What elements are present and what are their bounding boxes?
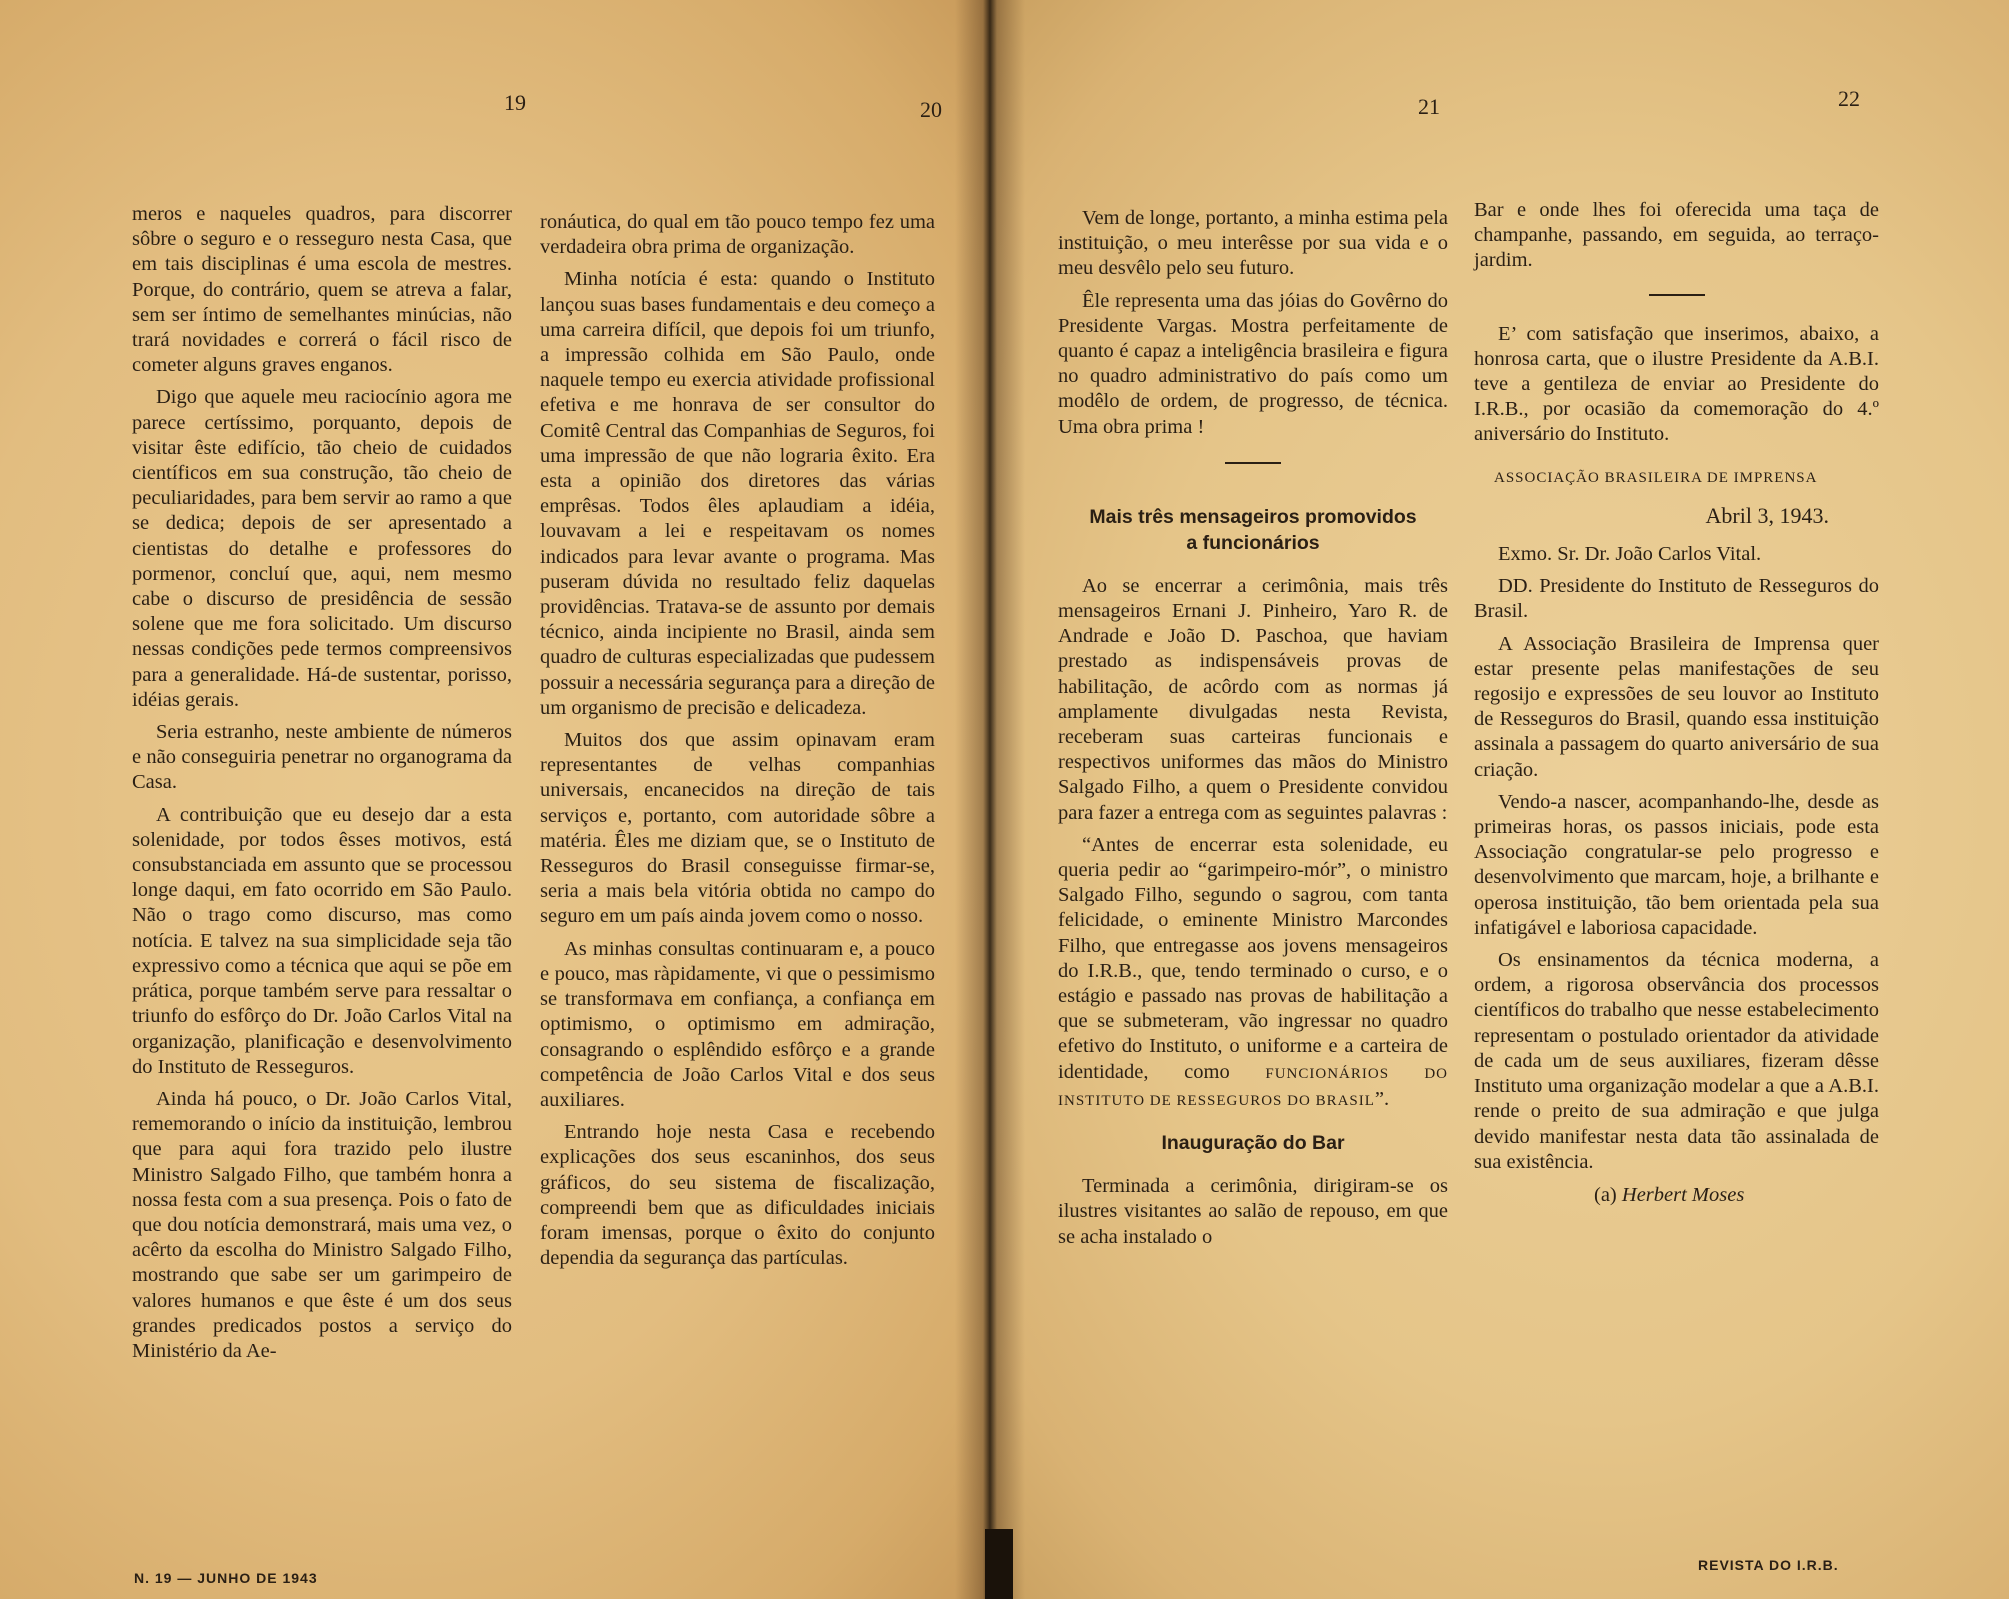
page-22-column bbox=[1474, 198, 1879, 1208]
paragraph: Muitos dos que assim opinavam eram representantes de velhas companhias universais, encanecidos na direção de tais serviços e, portanto, com autoridade sôbre a matéria. Êles me diziam que, se o Instituto de Resseguros do Brasil conseguisse firmar-se, seria a mais bela vitória obtida no campo do seguro em um país ainda jovem como o nosso. bbox=[540, 729, 935, 928]
paragraph: As minhas consultas continuaram e, a pouco e pouco, mas ràpidamente, vi que o pessimismo se transformava em confiança, a confiança em optimismo, o optimismo em admiração, consagrando o esplêndido esfôrço e a grande competência de João Carlos Vital e dos seus auxiliares. bbox=[540, 937, 935, 1111]
page-number-19: 19 bbox=[504, 90, 526, 115]
letter-paragraph: Vendo-a nascer, acompanhando-lhe, desde as primeiras horas, os passos iniciais, pode esta Associação congratular-se pelo progresso e desenvolvimento que marcam, hoje, a brilhante e operosa instituição, tão bem orientada pela sua infatigável e laboriosa capacidade. bbox=[1474, 790, 1879, 939]
book-gutter bbox=[955, 0, 1025, 1599]
addressee: DD. Presidente do Instituto de Resseguros do Brasil. bbox=[1474, 575, 1879, 623]
quote-paragraph bbox=[1058, 833, 1448, 1114]
page-19-column bbox=[132, 202, 512, 1371]
letterhead: ASSOCIAÇÃO BRASILEIRA DE IMPRENSA bbox=[1494, 469, 1818, 486]
section-heading-mensageiros bbox=[1058, 504, 1448, 556]
paragraph: Bar e onde lhes foi oferecida uma taça de champanhe, passando, em seguida, ao terraço-jardim. bbox=[1474, 199, 1879, 272]
paragraph: E’ com satisfação que inserimos, abaixo, a honrosa carta, que o ilustre Presidente da A.B.I. teve a gentileza de enviar ao Presidente do I.R.B., por ocasião da comemoração do 4.º aniversário do Instituto. bbox=[1474, 322, 1879, 446]
letter-paragraph: A Associação Brasileira de Imprensa quer estar presente pelas manifestações de seu regosijo e expressões de seu louvor ao Instituto de Resseguros do Brasil, quando essa instituição assinala a passagem do quarto aniversário de sua criação. bbox=[1474, 632, 1879, 781]
letter-paragraph: Os ensinamentos da técnica moderna, a ordem, a rigorosa observância dos processos científicos do trabalho que nesse estabelecimento representam o postulado orientador da atividade de cada um de seus auxiliares, fizeram dêsse Instituto uma organização modelar a que a A.B.I. rende o preito de sua admiração e que julga devido manifestar nesta data tão assinalada de sua existência. bbox=[1474, 949, 1879, 1173]
heading-line: a funcionários bbox=[1186, 531, 1320, 554]
salutation: Exmo. Sr. Dr. João Carlos Vital. bbox=[1498, 543, 1762, 566]
page-20-column bbox=[540, 210, 935, 1278]
section-divider bbox=[1649, 294, 1705, 296]
paragraph: Terminada a cerimônia, dirigiram-se os ilustres visitantes ao salão de repouso, em que se acha instalado o bbox=[1058, 1175, 1448, 1248]
footer-issue: N. 19 — JUNHO DE 1943 bbox=[134, 1570, 318, 1586]
section-divider bbox=[1225, 462, 1281, 464]
heading-line: Mais três mensageiros promovidos bbox=[1089, 505, 1417, 528]
page-number-20: 20 bbox=[920, 97, 942, 122]
page-number-22: 22 bbox=[1838, 86, 1860, 111]
page-number-21: 21 bbox=[1418, 94, 1440, 119]
paragraph: Êle representa uma das jóias do Govêrno do Presidente Vargas. Mostra perfeitamente de quanto é capaz a inteligência brasileira e figura no quadro administrativo do país como um modêlo de ordem, de progresso, de técnica. Uma obra prima ! bbox=[1058, 289, 1448, 438]
paragraph: Ainda há pouco, o Dr. João Carlos Vital, rememorando o início da instituição, lembrou que para aqui fora trazido pelo ilustre Ministro Salgado Filho, que também honra a nossa festa com a sua presença. Pois o fato de que dou notícia demonstrará, mais uma vez, o acêrto da escolha do Ministro Salgado Filho, mostrando que sabe ser um garimpeiro de valores humanos e que êste é um dos seus grandes predicados postos a serviço do Ministério da Ae- bbox=[132, 1087, 512, 1362]
quote-end: ”. bbox=[1374, 1087, 1390, 1110]
signature-name: Herbert Moses bbox=[1621, 1183, 1745, 1206]
paragraph: ronáutica, do qual em tão pouco tempo fez uma verdadeira obra prima de organização. bbox=[540, 211, 935, 259]
quote-small-caps: FUNCIONÁRIOS DO INSTITUTO DE RESSEGUROS DO BRASIL bbox=[1058, 1065, 1448, 1109]
quote-text: “Antes de encerrar esta solenidade, eu queria pedir ao “garimpeiro-mór”, o ministro Salgado Filho, segundo o sagrou, com tanta felicidade, o eminente Ministro Marcondes Filho, que entregasse aos jovens mensageiros do I.R.B., que, tendo terminado o curso, e o estágio e passado nas provas de habilitação a que se submeteram, vão ingressar no quadro efetivo do Instituto, o uniforme e a carteira de identidade, como bbox=[1058, 833, 1448, 1083]
section-heading-bar: Inauguração do Bar bbox=[1161, 1132, 1345, 1155]
paragraph: A contribuição que eu desejo dar a esta solenidade, por todos êsses motivos, está consubstanciada em assunto que se processou longe daqui, em fato ocorrido em São Paulo. Não o trago como discurso, mas como notícia. E talvez na sua simplicidade seja tão expressivo como a técnica que aqui se põe em prática, porque também serve para ressaltar o triunfo do esfôrço do Dr. João Carlos Vital na organização, planificação e desenvolvimento do Instituto de Resseguros. bbox=[132, 803, 512, 1078]
paragraph: Entrando hoje nesta Casa e recebendo explicações dos seus escaninhos, dos seus gráficos, do seu sistema de fiscalização, compreendi bem que as dificuldades iniciais foram imensas, porque o êxito do conjunto dependia da segurança das partículas. bbox=[540, 1121, 935, 1270]
paragraph: Ao se encerrar a cerimônia, mais três mensageiros Ernani J. Pinheiro, Yaro R. de Andrade e João D. Paschoa, que haviam prestado as indispensáveis provas de habilitação, de acôrdo com as normas já amplamente divulgadas nesta Revista, receberam suas carteiras funcionais e respectivos uniformes das mãos do Ministro Salgado Filho, a quem o Presidente convidou para fazer a entrega com as seguintes palavras : bbox=[1058, 574, 1448, 824]
paragraph: Seria estranho, neste ambiente de números e não conseguiria penetrar no organograma da Casa. bbox=[132, 721, 512, 794]
footer-journal: REVISTA DO I.R.B. bbox=[1698, 1557, 1839, 1573]
signature-prefix: (a) bbox=[1594, 1183, 1617, 1206]
paragraph: Digo que aquele meu raciocínio agora me parece certíssimo, porquanto, depois de visitar êste edifício, tão cheio de cuidados científicos em sua construção, tão cheio de peculiaridades, para bem servir ao ramo a que se dedica; depois de ser apresentado a cientistas do detalhe e professores do pormenor, concluí que, aqui, nem mesmo cabe o discurso de presidência de sessão solene que me fora solicitado. Um discurso nessas condições pede termos compreensivos para a generalidade. Há-de sustentar, porisso, idéias gerais. bbox=[132, 386, 512, 711]
paragraph: Vem de longe, portanto, a minha estima pela instituição, o meu interêsse por sua vida e o meu desvêlo pelo seu futuro. bbox=[1058, 207, 1448, 280]
letter-date: Abril 3, 1943. bbox=[1705, 502, 1829, 528]
paragraph: meros e naqueles quadros, para discorrer sôbre o seguro e o resseguro nesta Casa, que em tais disciplinas é uma escola de mestres. Porque, do contrário, quem se atreva a falar, sem ser íntimo de semelhantes minúcias, não trará novidades e correrá o fácil risco de cometer alguns graves enganos. bbox=[132, 203, 512, 377]
binding-shadow bbox=[985, 1529, 1013, 1599]
signature bbox=[1594, 1183, 1879, 1208]
page-21-column bbox=[1058, 206, 1448, 1257]
paragraph: Minha notícia é esta: quando o Instituto lançou suas bases fundamentais e deu começo a uma carreira difícil, que depois foi um triunfo, a impressão colhida em São Paulo, onde naquele tempo eu exercia atividade profissional efetiva e me honrava de ser consultor do Comitê Central das Companhias de Seguros, foi uma impressão de que não lograria êxito. Era esta a opinião dos diretores das várias emprêsas. Todos êles aplaudiam a idéia, louvavam a lei e respeitavam os nomes indicados para levar avante o programa. Mas puseram dúvida no resultado feliz daquelas providências. Tratava-se de assunto por demais técnico, ainda incipiente no Brasil, ainda sem quadro de culturas especializadas que pudessem possuir a necessária segurança para a direção de um organismo de precisão e delicadeza. bbox=[540, 268, 935, 719]
